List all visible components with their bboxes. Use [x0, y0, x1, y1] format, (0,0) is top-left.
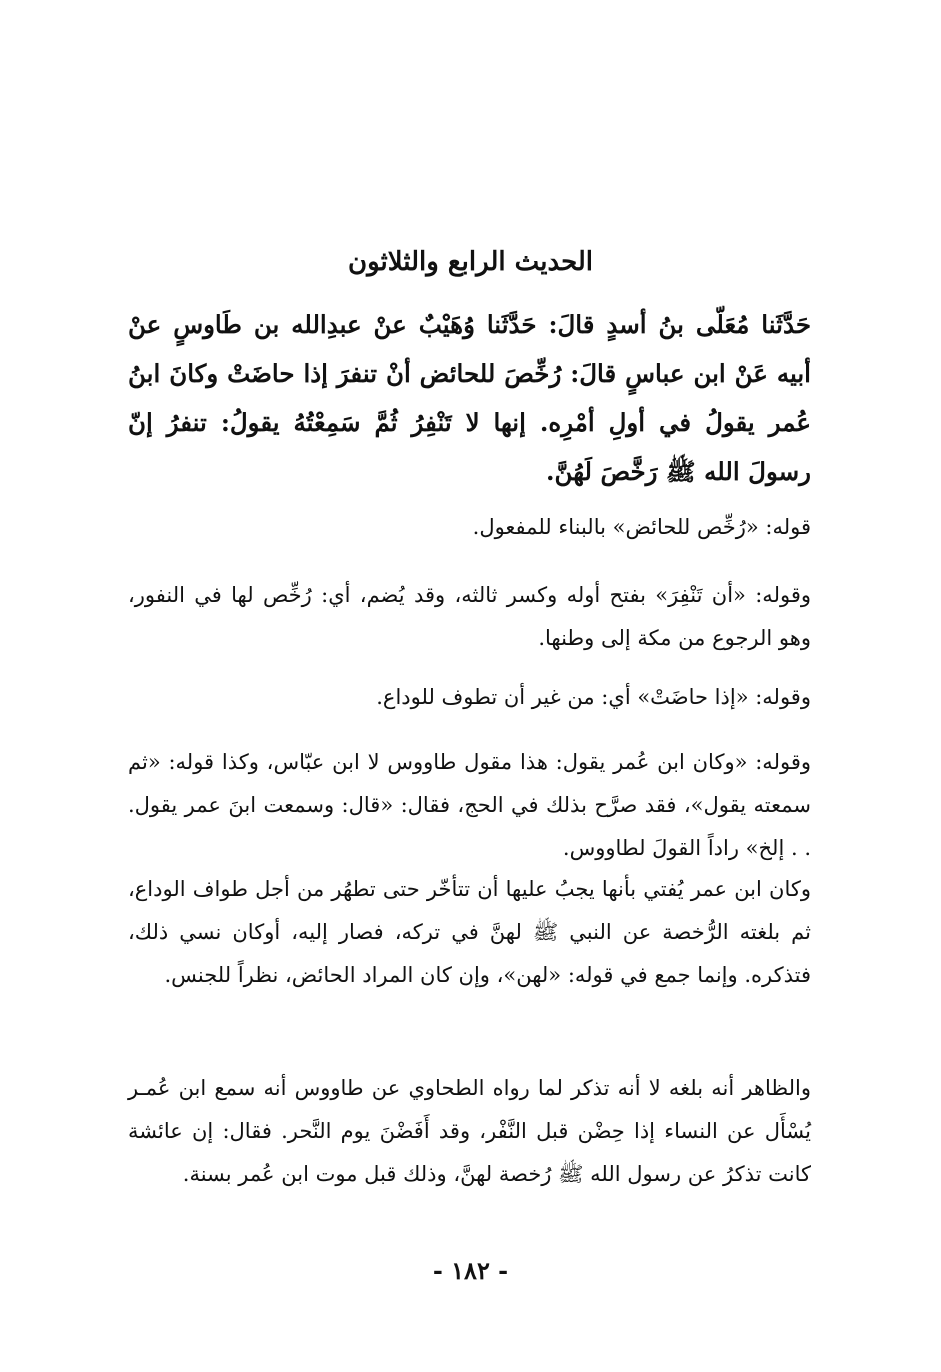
chapter-title: الحديث الرابع والثلاثون: [347, 247, 594, 277]
commentary-paragraph-4: وقوله: «وكان ابن عُمر يقول: هذا مقول طاووس لا ابن عبّاس، وكذا قوله: «ثم سمعته يقول»، فقد صرَّح بذلك في الحج، فقال: «قال: وسمعت ابنَ عمر يقول. . . إلخ» راداً القولَ لطاووس.: [128, 750, 811, 860]
commentary-paragraph-2: وقوله: «أن تَنْفِرَ» بفتح أوله وكسر ثالثه، وقد يُضم، أي: رُخِّص لها في النفور، وهو الرجوع من مكة إلى وطنها.: [128, 583, 811, 650]
commentary-paragraph-1: قوله: «رُخِّص للحائض» بالبناء للمفعول.: [472, 515, 811, 539]
commentary-paragraph-6: والظاهر أنه بلغه لا أنه تذكر لما رواه الطحاوي عن طاووس أنه سمع ابن عُمـر يُسْأَل عن النساء إذا حِضْن قبل النَّفْر، وقد أَفَضْنَ يوم النَّحر. فقال: إن عائشة كانت تذكرُ عن رسول الله ﷺ رُخصة لهنَّ، وذلك قبل موت ابن عُمر بسنة.: [128, 1076, 811, 1186]
page-number: - ١٨٢ -: [432, 1256, 509, 1285]
hadith-text: حَدَّثَنا مُعَلّى بنُ أسدٍ قالَ: حَدَّثَنا وُهَيْبٌ عنْ عبدِالله بن طَاوسٍ عنْ أبيه عَنْ ابن عباسٍ قالَ: رُخِّصَ للحائض أنْ تنفرَ إذا حاضَتْ وكانَ ابنُ عُمر يقولُ في أولِ أمْرِه. إنها لا تَنْفِرُ ثُمَّ سَمِعْتُهُ يقولُ: تنفرُ إنّ رسولَ الله ﷺ رَخَّصَ لَهُنَّ.: [128, 310, 811, 486]
commentary-paragraph-3: وقوله: «إذا حاضَتْ» أي: من غير أن تطوف للوداع.: [376, 685, 811, 709]
commentary-paragraph-5: وكان ابن عمر يُفتي بأنها يجبُ عليها أن تتأخّر حتى تطهُر من أجل طواف الوداع، ثم بلغته الرُّخصة عن النبي ﷺ لهنَّ في تركه، فصار إليه، أوكان نسي ذلك، فتذكره. وإنما جمع في قوله: «لهن»، وإن كان المراد الحائض، نظراً للجنس.: [128, 877, 811, 987]
